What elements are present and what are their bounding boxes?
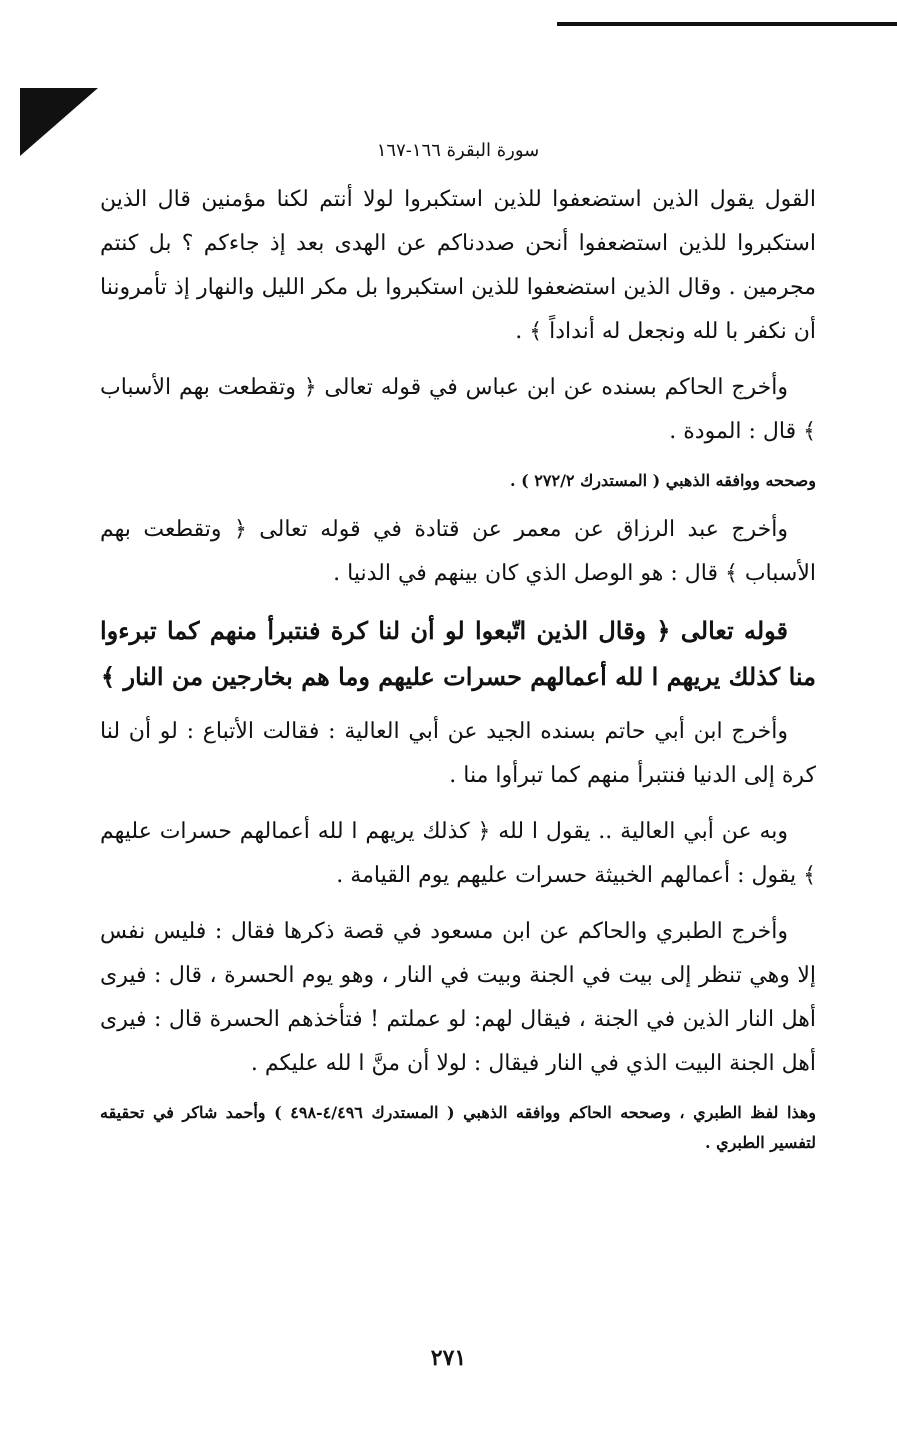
paragraph-hakim-ibn-abbas: وأخرج الحاكم بسنده عن ابن عباس في قوله تعالى ﴿ وتقطعت بهم الأسباب ﴾ قال : المودة .: [100, 375, 816, 444]
corner-triangle-mark: [20, 88, 98, 156]
paragraph-tabari-ibn-masud: وأخرج الطبري والحاكم عن ابن مسعود في قصة ذكرها فقال : فليس نفس إلا وهي تنظر إلى بيت في الجنة وبيت في النار ، وهو يوم الحسرة ، قال : فيرى أهل النار الذين في الجنة ، فيقال لهم: لو عملتم ! فتأخذهم الحسرة قال : فيرى أهل الجنة البيت الذي في النار فيقال : لولا أن منَّ ا لله عليكم .: [100, 919, 816, 1076]
reference-note-mustadrak: وصححه ووافقه الذهبي ( المستدرك ٢٧٢/٢ ) .: [510, 471, 816, 490]
page-body: [100, 178, 816, 1170]
paragraph-ibn-abi-hatim: وأخرج ابن أبي حاتم بسنده الجيد عن أبي العالية : فقالت الأتباع : لو أن لنا كرة إلى الدنيا فنتبرأ منهم كما تبرأوا منا .: [100, 719, 816, 788]
paragraph-continuation: القول يقول الذين استضعفوا للذين استكبروا لولا أنتم لكنا مؤمنين قال الذين استكبروا للذين استضعفوا أنحن صددناكم عن الهدى بعد إذ جاءكم ؟ بل كنتم مجرمين . وقال الذين استضعفوا للذين استكبروا بل مكر الليل والنهار إذ تأمروننا أن نكفر با لله ونجعل له أنداداً ﴾ .: [100, 187, 816, 344]
verse-heading: قوله تعالى ﴿ وقال الذين اتّبعوا لو أن لنا كرة فنتبرأ منهم كما تبرءوا منا كذلك يريهم ا لله أعمالهم حسرات عليهم وما هم بخارجين من النار ﴾: [100, 616, 816, 691]
running-head: سورة البقرة ١٦٦-١٦٧: [376, 140, 540, 161]
paragraph-abi-al-aliya: وبه عن أبي العالية .. يقول ا لله ﴿ كذلك يريهم ا لله أعمالهم حسرات عليهم ﴾ يقول : أعمالهم الخبيثة حسرات عليهم يوم القيامة .: [100, 819, 816, 888]
page-number: ٢٧١: [430, 1345, 467, 1371]
top-rule: [557, 22, 897, 26]
paragraph-abdurrazzaq: وأخرج عبد الرزاق عن معمر عن قتادة في قوله تعالى ﴿ وتقطعت بهم الأسباب ﴾ قال : هو الوصل الذي كان بينهم في الدنيا .: [100, 517, 816, 586]
reference-note-tabari: وهذا لفظ الطبري ، وصححه الحاكم ووافقه الذهبي ( المستدرك ٤/٤٩٦-٤٩٨ ) وأحمد شاكر في تحقيقه لتفسير الطبري .: [100, 1103, 817, 1152]
